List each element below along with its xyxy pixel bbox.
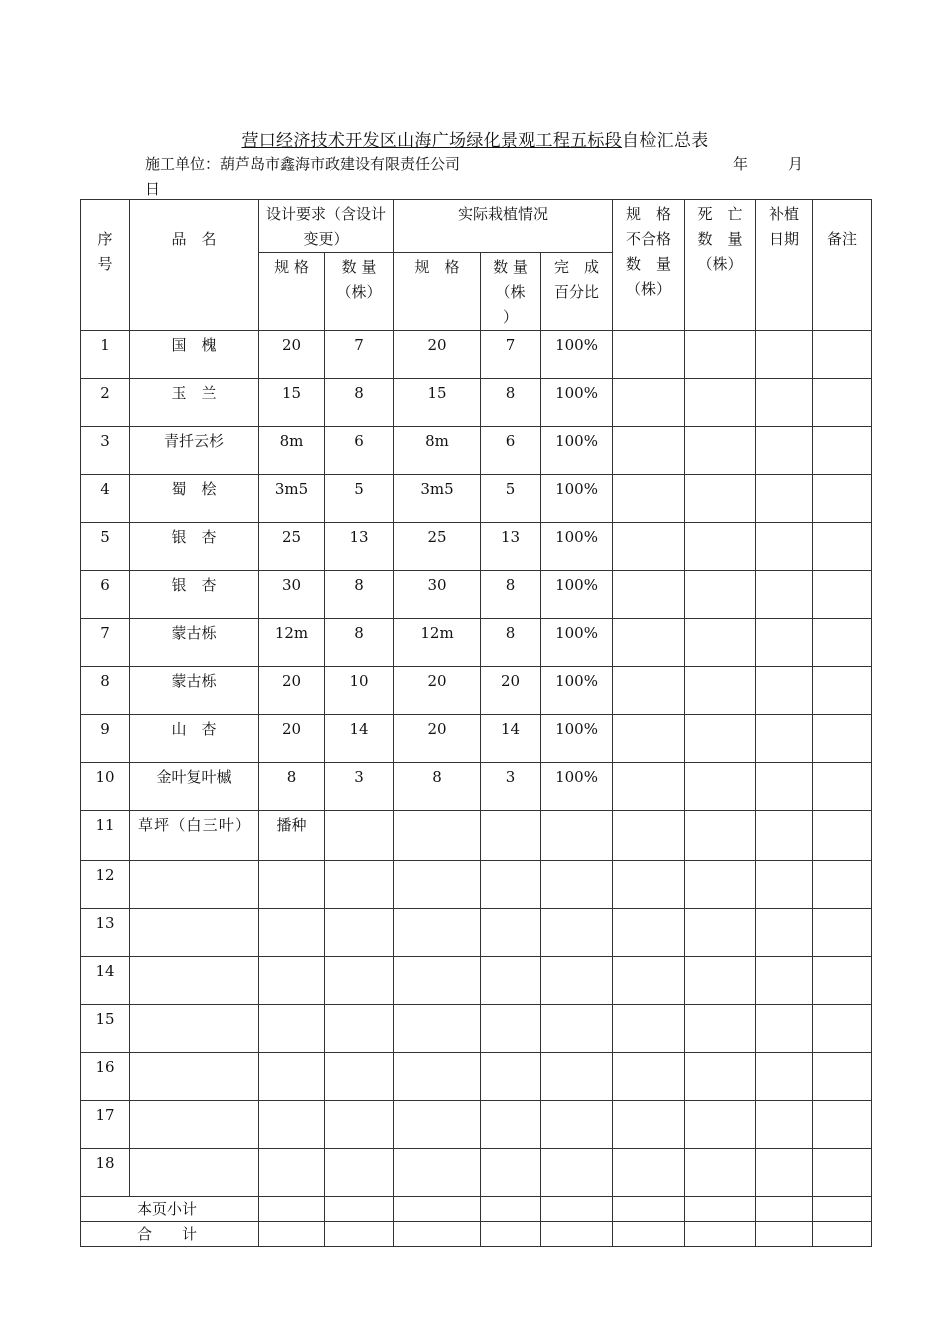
empty-cell	[756, 957, 813, 1005]
empty-cell	[685, 1101, 756, 1149]
seq-cell: 5	[81, 523, 130, 571]
design-spec-cell: 3m5	[259, 475, 325, 523]
complete-pct-cell: 100%	[541, 715, 613, 763]
complete-pct-cell	[541, 1053, 613, 1101]
actual-qty-cell: 5	[481, 475, 541, 523]
title-project: 营口经济技术开发区山海广场绿化景观工程五标段	[241, 131, 623, 151]
name-cell	[130, 1101, 259, 1149]
seq-cell: 16	[81, 1053, 130, 1101]
empty-cell	[813, 523, 872, 571]
design-spec-cell: 20	[259, 667, 325, 715]
table-cell	[394, 1197, 481, 1222]
design-qty-cell: 3	[325, 763, 394, 811]
year-label: 年	[733, 155, 749, 173]
empty-cell	[685, 1149, 756, 1197]
actual-spec-cell	[394, 861, 481, 909]
design-spec-cell: 8	[259, 763, 325, 811]
seq-cell: 11	[81, 811, 130, 861]
design-spec-cell: 30	[259, 571, 325, 619]
name-cell: 国 槐	[130, 331, 259, 379]
actual-qty-cell: 20	[481, 667, 541, 715]
construction-unit: 施工单位：葫芦岛市鑫海市政建设有限责任公司	[145, 155, 461, 173]
complete-pct-cell	[541, 957, 613, 1005]
empty-cell	[813, 571, 872, 619]
empty-cell	[813, 715, 872, 763]
actual-qty-cell: 8	[481, 379, 541, 427]
seq-cell: 3	[81, 427, 130, 475]
design-spec-cell	[259, 1149, 325, 1197]
header-remark: 备注	[813, 200, 872, 331]
design-qty-cell: 8	[325, 379, 394, 427]
actual-qty-cell: 7	[481, 331, 541, 379]
table-row	[81, 1149, 872, 1197]
actual-qty-cell	[481, 1101, 541, 1149]
actual-qty-cell	[481, 1005, 541, 1053]
empty-cell	[756, 1053, 813, 1101]
actual-qty-cell: 6	[481, 427, 541, 475]
empty-cell	[613, 475, 685, 523]
header-actual-qty: 数 量 （株 ）	[481, 253, 541, 331]
complete-pct-cell	[541, 909, 613, 957]
empty-cell	[685, 667, 756, 715]
empty-cell	[756, 667, 813, 715]
empty-cell	[685, 379, 756, 427]
name-cell: 银 杏	[130, 523, 259, 571]
table-cell	[541, 1197, 613, 1222]
table-cell	[325, 1197, 394, 1222]
header-complete-pct: 完 成 百分比	[541, 253, 613, 331]
actual-qty-cell: 3	[481, 763, 541, 811]
name-cell: 山 杏	[130, 715, 259, 763]
actual-qty-cell	[481, 957, 541, 1005]
actual-spec-cell	[394, 909, 481, 957]
empty-cell	[685, 619, 756, 667]
design-qty-cell	[325, 957, 394, 1005]
actual-qty-cell	[481, 909, 541, 957]
header-design: 设计要求（含设计变更）	[259, 200, 394, 253]
empty-cell	[613, 861, 685, 909]
table-cell	[813, 1197, 872, 1222]
seq-cell: 17	[81, 1101, 130, 1149]
design-qty-cell: 10	[325, 667, 394, 715]
empty-cell	[685, 763, 756, 811]
actual-spec-cell: 25	[394, 523, 481, 571]
design-spec-cell	[259, 1101, 325, 1149]
complete-pct-cell: 100%	[541, 763, 613, 811]
design-spec-cell: 20	[259, 331, 325, 379]
empty-cell	[613, 763, 685, 811]
empty-cell	[613, 957, 685, 1005]
actual-qty-cell: 13	[481, 523, 541, 571]
empty-cell	[613, 715, 685, 763]
table-row	[81, 667, 872, 715]
empty-cell	[685, 1053, 756, 1101]
name-cell: 蒙古栎	[130, 667, 259, 715]
table-row	[81, 619, 872, 667]
title-suffix: 自检汇总表	[622, 131, 709, 151]
design-spec-cell: 8m	[259, 427, 325, 475]
actual-qty-cell: 14	[481, 715, 541, 763]
empty-cell	[685, 909, 756, 957]
actual-spec-cell	[394, 1101, 481, 1149]
table-cell	[481, 1197, 541, 1222]
complete-pct-cell	[541, 811, 613, 861]
table-row	[81, 1101, 872, 1149]
empty-cell	[813, 331, 872, 379]
empty-cell	[613, 331, 685, 379]
empty-cell	[813, 909, 872, 957]
empty-cell	[613, 1005, 685, 1053]
empty-cell	[613, 811, 685, 861]
table-row	[81, 571, 872, 619]
actual-spec-cell: 20	[394, 331, 481, 379]
name-cell	[130, 861, 259, 909]
complete-pct-cell	[541, 1101, 613, 1149]
empty-cell	[613, 1053, 685, 1101]
actual-spec-cell: 30	[394, 571, 481, 619]
table-cell	[613, 1222, 685, 1247]
seq-cell: 12	[81, 861, 130, 909]
design-spec-cell: 播种	[259, 811, 325, 861]
table-row	[81, 427, 872, 475]
seq-cell: 13	[81, 909, 130, 957]
design-qty-cell	[325, 909, 394, 957]
empty-cell	[685, 861, 756, 909]
empty-cell	[813, 811, 872, 861]
empty-cell	[613, 379, 685, 427]
empty-cell	[613, 523, 685, 571]
table-row	[81, 475, 872, 523]
design-qty-cell: 7	[325, 331, 394, 379]
table-row	[81, 811, 872, 861]
empty-cell	[756, 1101, 813, 1149]
design-spec-cell	[259, 909, 325, 957]
complete-pct-cell: 100%	[541, 571, 613, 619]
table-cell	[813, 1222, 872, 1247]
actual-spec-cell	[394, 957, 481, 1005]
empty-cell	[685, 475, 756, 523]
header-dead: 死 亡 数 量 （株）	[685, 200, 756, 331]
complete-pct-cell: 100%	[541, 427, 613, 475]
name-cell: 草坪（白三叶）	[130, 811, 259, 861]
table-row	[81, 523, 872, 571]
name-cell: 青扦云杉	[130, 427, 259, 475]
empty-cell	[813, 1053, 872, 1101]
header-spec-unqualified: 规 格 不合格 数 量 （株）	[613, 200, 685, 331]
design-spec-cell: 25	[259, 523, 325, 571]
table-cell	[325, 1222, 394, 1247]
empty-cell	[813, 957, 872, 1005]
actual-spec-cell: 15	[394, 379, 481, 427]
table-row	[81, 379, 872, 427]
empty-cell	[756, 811, 813, 861]
seq-cell: 10	[81, 763, 130, 811]
header-actual-spec: 规 格	[394, 253, 481, 331]
design-spec-cell	[259, 1053, 325, 1101]
table-cell	[756, 1222, 813, 1247]
empty-cell	[756, 427, 813, 475]
complete-pct-cell: 100%	[541, 523, 613, 571]
design-qty-cell	[325, 1005, 394, 1053]
name-cell	[130, 909, 259, 957]
seq-cell: 2	[81, 379, 130, 427]
table-cell	[259, 1222, 325, 1247]
actual-spec-cell: 8	[394, 763, 481, 811]
design-qty-cell	[325, 1053, 394, 1101]
empty-cell	[613, 619, 685, 667]
table-cell	[685, 1222, 756, 1247]
empty-cell	[813, 1005, 872, 1053]
complete-pct-cell: 100%	[541, 331, 613, 379]
name-cell: 银 杏	[130, 571, 259, 619]
name-cell: 玉 兰	[130, 379, 259, 427]
design-spec-cell: 12m	[259, 619, 325, 667]
name-cell: 金叶复叶槭	[130, 763, 259, 811]
day-label: 日	[145, 180, 161, 198]
actual-qty-cell	[481, 861, 541, 909]
empty-cell	[685, 331, 756, 379]
empty-cell	[685, 957, 756, 1005]
seq-cell: 15	[81, 1005, 130, 1053]
empty-cell	[756, 571, 813, 619]
actual-spec-cell: 3m5	[394, 475, 481, 523]
seq-cell: 7	[81, 619, 130, 667]
actual-spec-cell	[394, 811, 481, 861]
design-spec-cell	[259, 957, 325, 1005]
table-row	[81, 1005, 872, 1053]
name-cell	[130, 957, 259, 1005]
empty-cell	[756, 619, 813, 667]
seq-cell: 9	[81, 715, 130, 763]
complete-pct-cell	[541, 861, 613, 909]
header-design-spec: 规 格	[259, 253, 325, 331]
date-year-month	[733, 153, 803, 174]
actual-spec-cell	[394, 1053, 481, 1101]
design-qty-cell	[325, 861, 394, 909]
design-qty-cell: 6	[325, 427, 394, 475]
name-cell	[130, 1005, 259, 1053]
page-title	[0, 126, 950, 151]
empty-cell	[813, 1149, 872, 1197]
table-row	[81, 763, 872, 811]
design-qty-cell	[325, 1149, 394, 1197]
empty-cell	[613, 1101, 685, 1149]
design-spec-cell: 15	[259, 379, 325, 427]
actual-qty-cell: 8	[481, 619, 541, 667]
design-spec-cell: 20	[259, 715, 325, 763]
design-qty-cell: 5	[325, 475, 394, 523]
empty-cell	[613, 909, 685, 957]
empty-cell	[756, 1005, 813, 1053]
complete-pct-cell: 100%	[541, 475, 613, 523]
empty-cell	[813, 667, 872, 715]
table-row	[81, 1053, 872, 1101]
empty-cell	[756, 475, 813, 523]
table-cell	[394, 1222, 481, 1247]
design-qty-cell: 13	[325, 523, 394, 571]
seq-cell: 14	[81, 957, 130, 1005]
empty-cell	[756, 861, 813, 909]
header-seq: 序 号	[81, 200, 130, 331]
subtotal-label: 本页小计	[81, 1197, 259, 1222]
table-row	[81, 957, 872, 1005]
empty-cell	[685, 811, 756, 861]
actual-spec-cell: 12m	[394, 619, 481, 667]
empty-cell	[685, 523, 756, 571]
design-qty-cell: 14	[325, 715, 394, 763]
seq-cell: 6	[81, 571, 130, 619]
empty-cell	[813, 861, 872, 909]
empty-cell	[813, 763, 872, 811]
table-cell	[541, 1222, 613, 1247]
empty-cell	[756, 715, 813, 763]
empty-cell	[756, 523, 813, 571]
empty-cell	[613, 571, 685, 619]
design-spec-cell	[259, 861, 325, 909]
design-qty-cell	[325, 811, 394, 861]
empty-cell	[613, 667, 685, 715]
table-cell	[259, 1197, 325, 1222]
header-design-qty: 数 量 （株）	[325, 253, 394, 331]
name-cell: 蜀 桧	[130, 475, 259, 523]
actual-spec-cell	[394, 1005, 481, 1053]
actual-qty-cell: 8	[481, 571, 541, 619]
empty-cell	[813, 619, 872, 667]
table-row	[81, 331, 872, 379]
header-actual: 实际栽植情况	[394, 200, 613, 253]
empty-cell	[756, 331, 813, 379]
empty-cell	[756, 763, 813, 811]
actual-qty-cell	[481, 1149, 541, 1197]
table-cell	[685, 1197, 756, 1222]
empty-cell	[756, 909, 813, 957]
complete-pct-cell: 100%	[541, 379, 613, 427]
empty-cell	[813, 475, 872, 523]
seq-cell: 8	[81, 667, 130, 715]
design-qty-cell: 8	[325, 571, 394, 619]
actual-spec-cell: 20	[394, 667, 481, 715]
empty-cell	[613, 1149, 685, 1197]
table-cell	[613, 1197, 685, 1222]
name-cell	[130, 1053, 259, 1101]
seq-cell: 18	[81, 1149, 130, 1197]
table-cell	[481, 1222, 541, 1247]
seq-cell: 4	[81, 475, 130, 523]
header-name: 品 名	[130, 200, 259, 331]
complete-pct-cell	[541, 1149, 613, 1197]
table-row	[81, 715, 872, 763]
seq-cell: 1	[81, 331, 130, 379]
actual-spec-cell: 20	[394, 715, 481, 763]
actual-qty-cell	[481, 1053, 541, 1101]
empty-cell	[813, 379, 872, 427]
empty-cell	[685, 1005, 756, 1053]
actual-spec-cell	[394, 1149, 481, 1197]
actual-spec-cell: 8m	[394, 427, 481, 475]
name-cell	[130, 1149, 259, 1197]
month-label: 月	[788, 155, 804, 173]
empty-cell	[613, 427, 685, 475]
empty-cell	[813, 1101, 872, 1149]
empty-cell	[813, 427, 872, 475]
design-qty-cell: 8	[325, 619, 394, 667]
total-label: 合 计	[81, 1222, 259, 1247]
empty-cell	[685, 427, 756, 475]
empty-cell	[756, 1149, 813, 1197]
empty-cell	[756, 379, 813, 427]
actual-qty-cell	[481, 811, 541, 861]
complete-pct-cell	[541, 1005, 613, 1053]
table-row	[81, 909, 872, 957]
empty-cell	[685, 571, 756, 619]
header-replant-date: 补植 日期	[756, 200, 813, 331]
design-qty-cell	[325, 1101, 394, 1149]
inspection-summary-table	[80, 199, 872, 1247]
table-cell	[756, 1197, 813, 1222]
design-spec-cell	[259, 1005, 325, 1053]
name-cell: 蒙古栎	[130, 619, 259, 667]
table-row	[81, 861, 872, 909]
complete-pct-cell: 100%	[541, 619, 613, 667]
complete-pct-cell: 100%	[541, 667, 613, 715]
empty-cell	[685, 715, 756, 763]
